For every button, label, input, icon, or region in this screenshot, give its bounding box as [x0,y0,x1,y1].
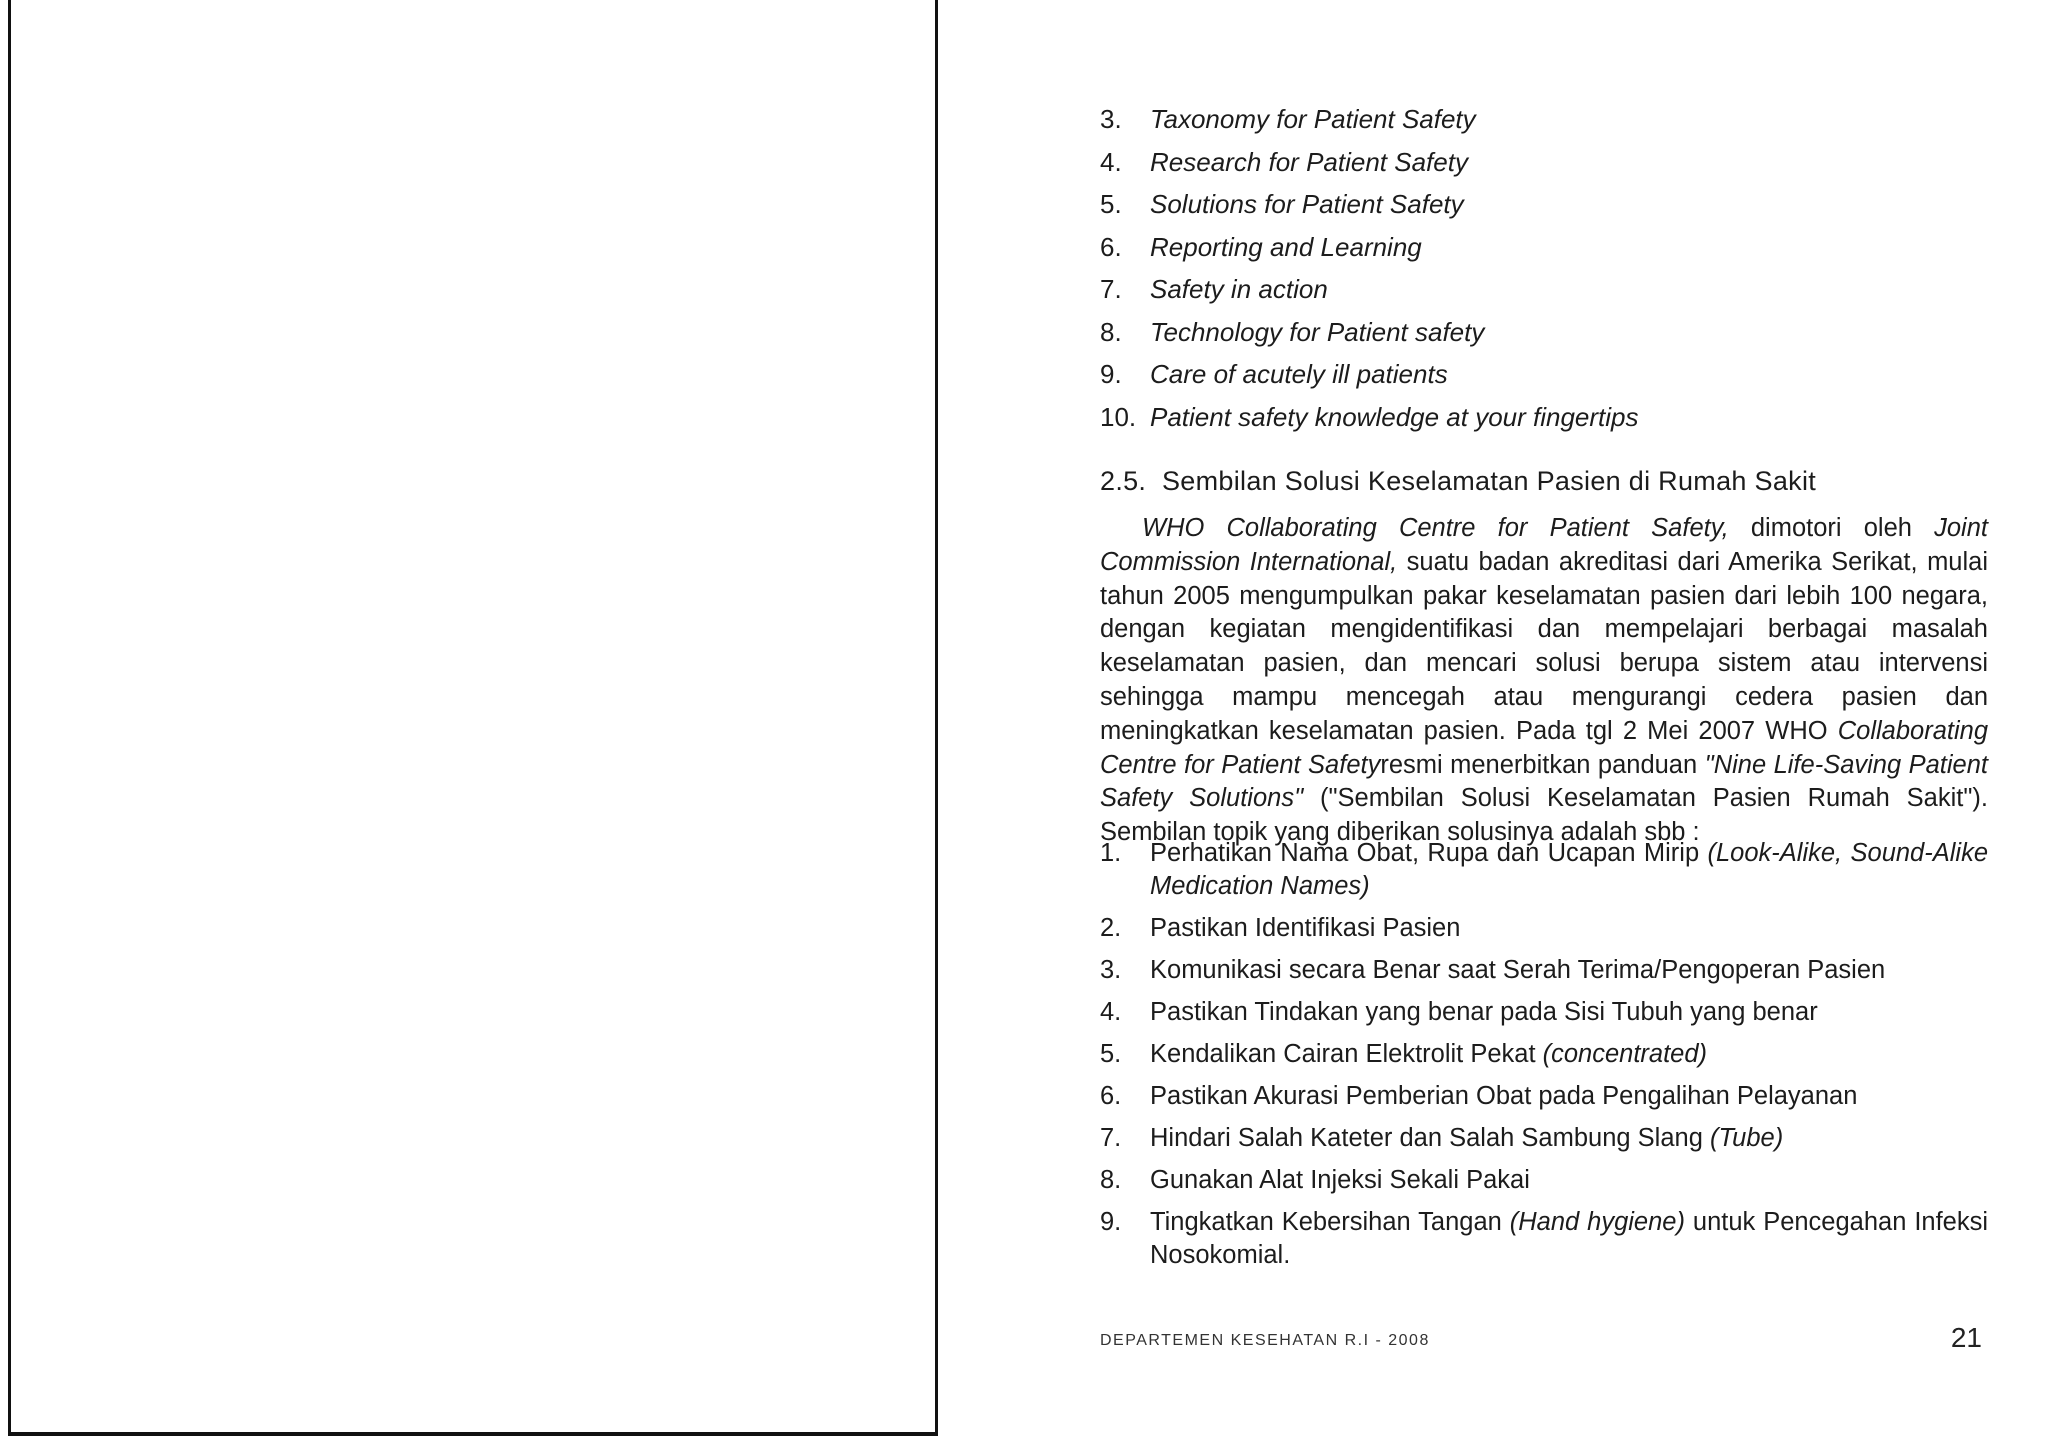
list-item-text: Technology for Patient safety [1150,316,1485,347]
list-item-number: 3. [1100,104,1122,134]
list-item-number: 9. [1100,359,1122,389]
intro-paragraph [1100,512,1988,850]
solution-term: (Hand hygiene) [1509,1208,1685,1236]
list-item [1100,311,1639,354]
list-item-number: 6. [1100,231,1122,262]
list-item-text: Patient safety knowledge at your fingertips [1150,401,1639,432]
paragraph-text: dimotori oleh [1728,514,1935,542]
list-item-number: 7. [1100,274,1122,304]
solution-number: 7. [1100,1124,1122,1152]
section-number: 2.5. [1100,466,1147,496]
solution-number: 2. [1100,914,1122,942]
solution-item [1100,954,1988,987]
paragraph-text: resmi menerbitkan panduan [1380,750,1705,779]
solution-number: 1. [1100,839,1122,867]
solution-number: 3. [1100,956,1122,984]
list-item-number: 10. [1100,401,1137,432]
solution-number: 9. [1100,1208,1122,1236]
list-item [1100,141,1639,184]
list-item-text: Solutions for Patient Safety [1150,189,1464,219]
solution-item [1100,1038,1988,1071]
list-item-number: 4. [1100,146,1122,177]
solution-text: Gunakan Alat Injeksi Sekali Pakai [1150,1166,1530,1194]
list-item [1100,396,1639,439]
publisher-footer: DEPARTEMEN KESEHATAN R.I - 2008 [1100,1332,1430,1349]
list-item-text: Reporting and Learning [1150,231,1422,262]
solution-text: Pastikan Akurasi Pemberian Obat pada Pengalihan Pelayanan [1150,1082,1858,1110]
solution-item [1100,1206,1988,1272]
solution-item [1100,1164,1988,1197]
solution-item [1100,1080,1988,1113]
section-heading [1100,466,1816,497]
joint-commission-name: Joint Commission International, [1100,514,1988,576]
list-item-number: 8. [1100,316,1122,347]
solution-text: Hindari Salah Kateter dan Salah Sambung Slang [1150,1124,1710,1152]
solution-item [1100,912,1988,945]
list-item [1100,268,1639,311]
list-item-number: 5. [1100,189,1122,219]
solution-number: 5. [1100,1040,1122,1068]
list-item-text: Taxonomy for Patient Safety [1150,104,1476,134]
solution-text: Perhatikan Nama Obat, Rupa dan Ucapan Mirip [1150,839,1708,867]
list-item-text: Safety in action [1150,274,1328,304]
paragraph-text: ("Sembilan Solusi Keselamatan Pasien Rumah Sakit"). Sembilan topik yang diberikan solusinya adalah sbb : [1100,784,1988,847]
who-centre-name: Collaborating Centre for Patient Safety [1100,716,1988,779]
solution-term: (Look-Alike, Sound-Alike Medication Names) [1150,839,1988,900]
list-item-text: Care of acutely ill patients [1150,359,1448,389]
solution-item [1100,1122,1988,1155]
solution-item [1100,996,1988,1029]
solution-text: Komunikasi secara Benar saat Serah Terima/Pengoperan Pasien [1150,956,1886,984]
nine-solutions-list [1100,837,1988,1281]
solution-number: 4. [1100,998,1122,1026]
page-number: 21 [1950,1322,1982,1353]
solution-number: 8. [1100,1166,1122,1194]
solution-text: Tingkatkan Kebersihan Tangan [1150,1208,1510,1236]
right-page [1100,0,2000,1449]
list-item [1100,183,1639,226]
list-item [1100,353,1639,396]
solution-text: Pastikan Identifikasi Pasien [1150,914,1461,942]
solution-text: Pastikan Tindakan yang benar pada Sisi Tubuh yang benar [1150,998,1818,1026]
paragraph-text: suatu badan akreditasi dari Amerika Serikat, mulai tahun 2005 mengumpulkan pakar keselamatan pasien dari lebih 100 negara, dengan kegiatan mengidentifikasi dan mempelajari berbagai masalah keselamatan pasien, dan mencari solusi berupa sistem atau intervensi sehingga mampu mencegah atau mengurangi cedera pasien dan meningkatkan keselamatan pasien. Pada tgl 2 Mei 2007 WHO [1100,547,1989,745]
left-page-blank [8,0,938,1436]
who-programs-list [1100,98,1639,438]
solution-number: 6. [1100,1082,1122,1110]
solution-text: Kendalikan Cairan Elektrolit Pekat [1150,1040,1543,1068]
who-centre-name: WHO Collaborating Centre for Patient Safety, [1142,514,1729,542]
solution-term: (concentrated) [1542,1040,1708,1068]
list-item-text: Research for Patient Safety [1150,146,1468,177]
section-title: Sembilan Solusi Keselamatan Pasien di Rumah Sakit [1162,466,1817,496]
solution-term: (Tube) [1709,1124,1784,1152]
solution-text-after: untuk Pencegahan Infeksi Nosokomial. [1150,1208,1989,1269]
solution-item [1100,837,1988,903]
guide-title: "Nine Life-Saving Patient Safety Solutions" [1100,750,1989,813]
list-item [1100,226,1639,269]
list-item [1100,98,1639,141]
